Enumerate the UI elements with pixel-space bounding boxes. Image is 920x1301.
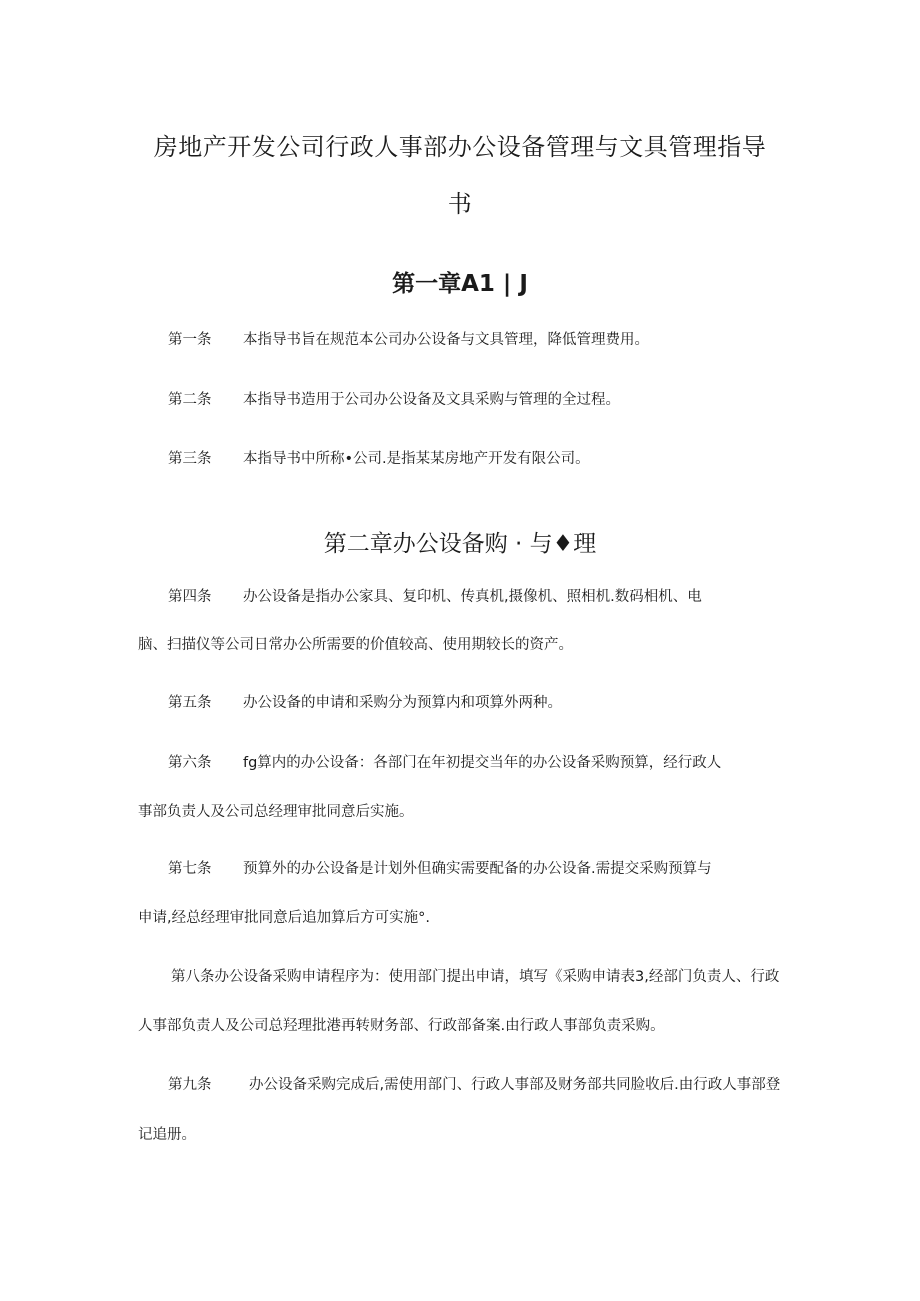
article-8-text-line1: 第八条办公设备采购申请程序为：使用部门提出申请，填写《采购申请表3,经部门负责人、行政 xyxy=(171,969,780,985)
article-7-label: 第七条 xyxy=(168,861,212,877)
chapter-2-heading: 第二章办公设备购 · 与♦理 xyxy=(323,531,597,557)
article-9-text-line2: 记追册。 xyxy=(138,1127,196,1143)
article-2-label: 第二条 xyxy=(168,392,212,408)
chapter-1-heading: 第一章A1 | J xyxy=(392,271,528,297)
article-6-text-line1: fg算内的办公设备：各部门在年初提交当年的办公设备采购预算，经行政人 xyxy=(243,755,722,771)
document-title-line1: 房地产开发公司行政人事部办公设备管理与文具管理指导 xyxy=(153,133,767,161)
article-3-label: 第三条 xyxy=(168,451,212,467)
article-3-text: 本指导书中所称•公司.是指某某房地产开发有限公司。 xyxy=(243,451,590,467)
article-1-label: 第一条 xyxy=(168,332,212,348)
article-8-text-line2: 人事部负责人及公司总羟理批港再转财务部、行政部备案.由行政人事部负责采购。 xyxy=(138,1018,665,1034)
article-2-text: 本指导书造用于公司办公设备及文具采购与管理的全过程。 xyxy=(243,392,620,408)
article-6-label: 第六条 xyxy=(168,755,212,771)
article-4-text-line2: 脑、扫描仪等公司日常办公所需要的价值较高、使用期较长的资产。 xyxy=(138,637,573,653)
article-6-text-line2: 事部负责人及公司总经理审批同意后实施。 xyxy=(138,804,414,820)
article-9-text-line1: 办公设备采购完成后,需使用部门、行政人事部及财务部共同脸收后.由行政人事部登 xyxy=(249,1077,781,1093)
article-4-text-line1: 办公设备是指办公家具、复印机、传真机,摄像机、照相机.数码相机、电 xyxy=(243,589,702,605)
article-5-label: 第五条 xyxy=(168,695,212,711)
article-7-text-line2: 申请,经总经理审批同意后追加算后方可实施°. xyxy=(138,910,430,926)
document-title-line2: 书 xyxy=(447,190,473,218)
article-1-text: 本指导书旨在规范本公司办公设备与文具管理，降低管理费用。 xyxy=(243,332,649,348)
article-7-text-line1: 预算外的办公设备是计划外但确实需要配备的办公设备.需提交采购预算与 xyxy=(243,861,712,877)
article-9-label: 第九条 xyxy=(168,1077,212,1093)
article-5-text: 办公设备的申请和采购分为预算内和项算外两种。 xyxy=(243,695,562,711)
article-4-label: 第四条 xyxy=(168,589,212,605)
